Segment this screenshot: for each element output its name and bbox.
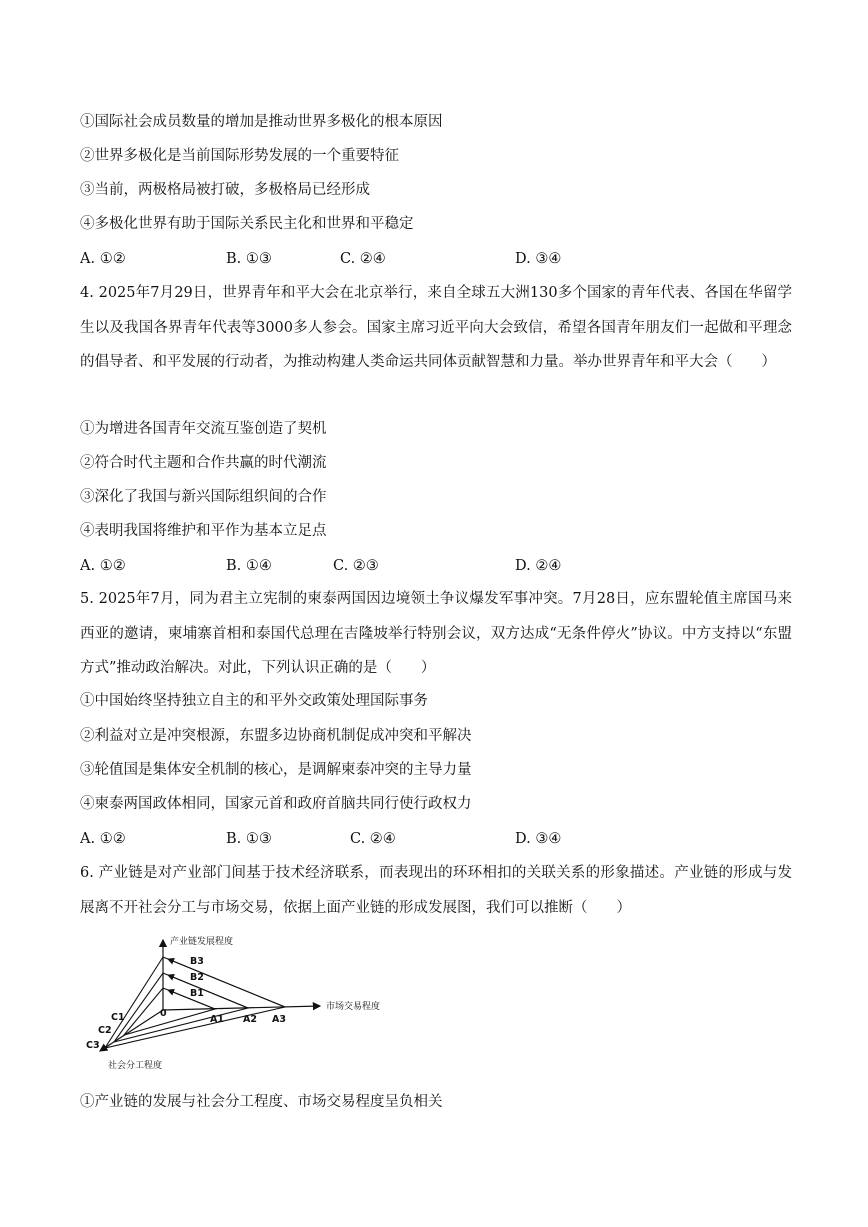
industry-chain-diagram <box>80 930 410 1075</box>
q5-statement-1: ①中国始终坚持独立自主的和平外交政策处理国际事务 <box>80 693 428 709</box>
q3-statement-4: ④多极化世界有助于国际关系民主化和世界和平稳定 <box>80 216 414 232</box>
origin-label: 0 <box>160 1008 167 1019</box>
q4-option-d: D. ②④ <box>515 558 562 574</box>
q3-statement-2: ②世界多极化是当前国际形势发展的一个重要特征 <box>80 148 399 164</box>
q4-statement-3: ③深化了我国与新兴国际组织间的合作 <box>80 489 327 505</box>
b3-label: B3 <box>190 956 204 967</box>
q5-option-a: A. ①② <box>80 831 126 847</box>
q5-statement-4: ④柬泰两国政体相同，国家元首和政府首脑共同行使行政权力 <box>80 796 472 812</box>
q4-statement-1: ①为增进各国青年交流互鉴创造了契机 <box>80 421 327 437</box>
q5-stem: 5. 2025年7月，同为君主立宪制的柬泰两国因边境领土争议爆发军事冲突。7月28日，应东盟轮值主席国马来西亚的邀请，柬埔寨首相和泰国代总理在吉隆坡举行特别会议，双方达成“无条件停火”协议。中方支持以“东盟方式”推动政治解决。对此，下列认识正确的是（ ） <box>80 591 792 676</box>
q4-option-a: A. ①② <box>80 558 126 574</box>
q3-option-b: B. ①③ <box>226 251 272 267</box>
c2-label: C2 <box>98 1025 112 1036</box>
b2-label: B2 <box>190 972 204 983</box>
b1-label: B1 <box>190 988 204 999</box>
q4-option-b: B. ①④ <box>226 558 272 574</box>
q6-statement-1: ①产业链的发展与社会分工程度、市场交易程度呈负相关 <box>80 1094 443 1110</box>
q4-option-c: C. ②③ <box>333 558 379 574</box>
q5-option-d: D. ③④ <box>515 831 562 847</box>
q6-stem: 6. 产业链是对产业部门间基于技术经济联系，而表现出的环环相扣的关联关系的形象描述。产业链的形成与发展离不开社会分工与市场交易，依据上面产业链的形成发展图，我们可以推断（ ） <box>80 865 792 916</box>
q5-statement-3: ③轮值国是集体安全机制的核心，是调解柬泰冲突的主导力量 <box>80 762 472 778</box>
q3-option-c: C. ②④ <box>340 251 386 267</box>
q3-statement-3: ③当前，两极格局被打破，多极格局已经形成 <box>80 182 370 198</box>
y-axis-label: 产业链发展程度 <box>170 937 234 947</box>
a1-label: A1 <box>210 1014 224 1025</box>
triangle-3 <box>105 957 285 1048</box>
a3-label: A3 <box>272 1014 286 1025</box>
c1-label: C1 <box>111 1012 125 1023</box>
a2-label: A2 <box>243 1014 257 1025</box>
q4-stem: 4. 2025年7月29日，世界青年和平大会在北京举行，来自全球五大洲130多个国家的青年代表、各国在华留学生以及我国各界青年代表等3000多人参会。国家主席习近平向大会致信，希望各国青年朋友们一起做和平理念的倡导者、和平发展的行动者，为推动构建人类命运共同体贡献智慧和力量。举办世界青年和平大会（ ） <box>80 285 792 370</box>
x-axis-label: 市场交易程度 <box>326 1002 381 1012</box>
q4-statement-2: ②符合时代主题和合作共赢的时代潮流 <box>80 455 327 471</box>
z-axis-label: 社会分工程度 <box>108 1061 163 1071</box>
q5-option-c: C. ②④ <box>350 831 396 847</box>
q3-option-a: A. ①② <box>80 251 126 267</box>
q4-statement-4: ④表明我国将维护和平作为基本立足点 <box>80 523 327 539</box>
q5-option-b: B. ①③ <box>226 831 272 847</box>
q5-statement-2: ②利益对立是冲突根源，东盟多边协商机制促成冲突和平解决 <box>80 728 472 744</box>
c3-label: C3 <box>86 1040 100 1051</box>
q3-statement-1: ①国际社会成员数量的增加是推动世界多极化的根本原因 <box>80 114 443 130</box>
q3-option-d: D. ③④ <box>515 251 562 267</box>
